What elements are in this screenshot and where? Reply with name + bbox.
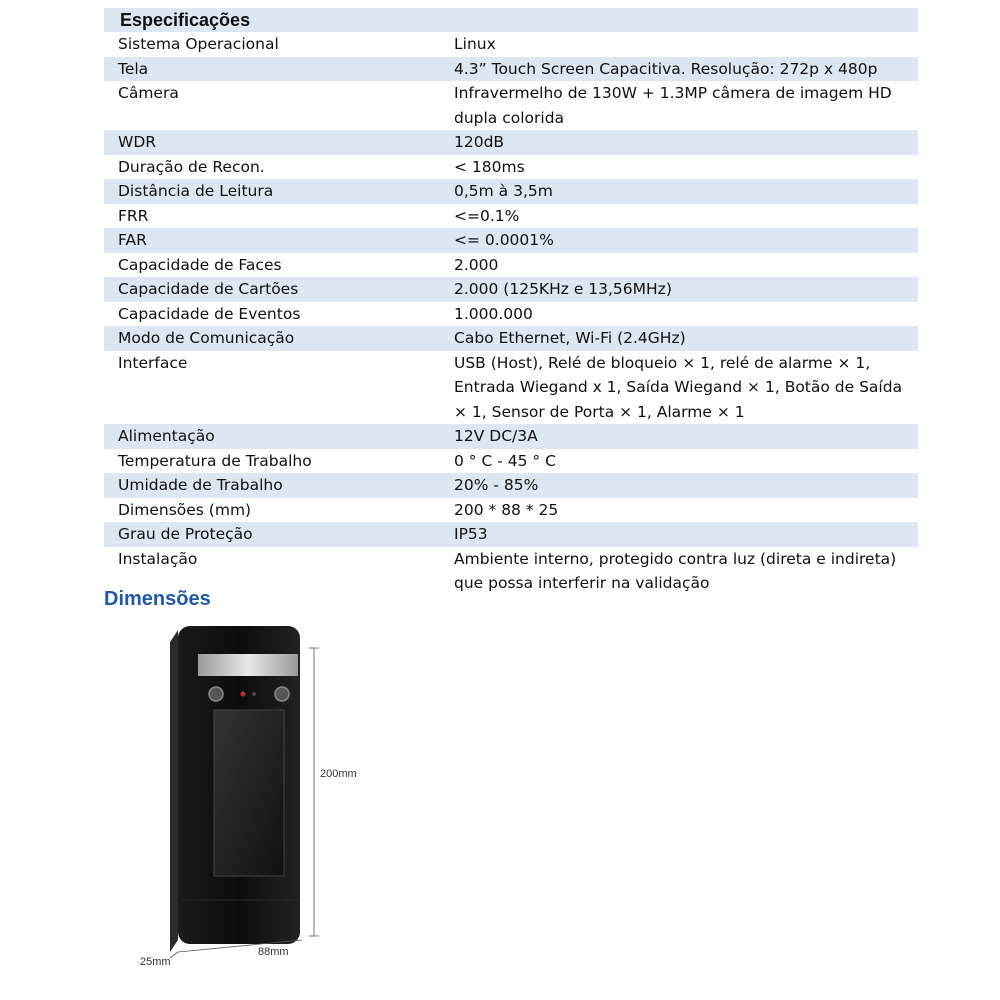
spec-value: IP53 (440, 522, 918, 547)
spec-value: 1.000.000 (440, 302, 918, 327)
spec-label: Distância de Leitura (104, 179, 440, 204)
spec-row (104, 498, 918, 523)
spec-row (104, 473, 918, 498)
device-side-panel (170, 630, 178, 952)
spec-value: Cabo Ethernet, Wi-Fi (2.4GHz) (440, 326, 918, 351)
dimensions-title: Dimensões (104, 588, 211, 610)
depth-label: 25mm (140, 956, 171, 968)
camera-left-icon (209, 687, 223, 701)
spec-value: 0 ° C - 45 ° C (440, 449, 918, 474)
spec-label: Modo de Comunicação (104, 326, 440, 351)
spec-value: Ambiente interno, protegido contra luz (direta e indireta) que possa interferir na validação (440, 547, 918, 596)
spec-row (104, 81, 918, 130)
spec-label: Capacidade de Eventos (104, 302, 440, 327)
spec-label: Capacidade de Faces (104, 253, 440, 278)
spec-label: Temperatura de Trabalho (104, 449, 440, 474)
specifications-table (104, 8, 918, 596)
spec-row (104, 155, 918, 180)
spec-row (104, 179, 918, 204)
spec-label: Grau de Proteção (104, 522, 440, 547)
spec-label: Instalação (104, 547, 440, 596)
height-label: 200mm (320, 768, 357, 780)
spec-label: WDR (104, 130, 440, 155)
camera-right-icon (275, 687, 289, 701)
specifications-title: Especificações (104, 8, 918, 32)
spec-label: Capacidade de Cartões (104, 277, 440, 302)
spec-value: 2.000 (440, 253, 918, 278)
spec-row (104, 302, 918, 327)
spec-label: Interface (104, 351, 440, 425)
spec-row (104, 253, 918, 278)
spec-row (104, 130, 918, 155)
spec-value: <= 0.0001% (440, 228, 918, 253)
indicator-led-icon (241, 692, 246, 697)
spec-label: Duração de Recon. (104, 155, 440, 180)
spec-row (104, 228, 918, 253)
spec-row (104, 351, 918, 425)
spec-label: Tela (104, 57, 440, 82)
device-illustration (130, 618, 390, 970)
spec-row (104, 547, 918, 596)
spec-value: 4.3” Touch Screen Capacitiva. Resolução: 272p x 480p (440, 57, 918, 82)
spec-value: USB (Host), Relé de bloqueio × 1, relé de alarme × 1, Entrada Wiegand x 1, Saída Wiegand × 1, Botão de Saída × 1, Sensor de Porta × 1, Alarme × 1 (440, 351, 918, 425)
spec-value: < 180ms (440, 155, 918, 180)
spec-value: 200 * 88 * 25 (440, 498, 918, 523)
spec-row (104, 449, 918, 474)
specifications-header-row (104, 8, 918, 32)
device-dimensions-figure (130, 618, 390, 970)
spec-value: 20% - 85% (440, 473, 918, 498)
spec-row (104, 522, 918, 547)
spec-label: Umidade de Trabalho (104, 473, 440, 498)
spec-value: Linux (440, 32, 918, 57)
spec-label: Alimentação (104, 424, 440, 449)
width-label: 88mm (258, 946, 289, 958)
device-screen (214, 710, 284, 876)
spec-value: 0,5m à 3,5m (440, 179, 918, 204)
spec-value: 12V DC/3A (440, 424, 918, 449)
spec-label: FAR (104, 228, 440, 253)
spec-value: <=0.1% (440, 204, 918, 229)
spec-row (104, 32, 918, 57)
spec-label: FRR (104, 204, 440, 229)
device-light-strip (198, 654, 298, 676)
spec-value: 120dB (440, 130, 918, 155)
sensor-icon (252, 692, 256, 696)
spec-label: Dimensões (mm) (104, 498, 440, 523)
spec-row (104, 277, 918, 302)
spec-row (104, 424, 918, 449)
spec-row (104, 204, 918, 229)
spec-row (104, 57, 918, 82)
spec-row (104, 326, 918, 351)
spec-value: 2.000 (125KHz e 13,56MHz) (440, 277, 918, 302)
spec-label: Sistema Operacional (104, 32, 440, 57)
spec-value: Infravermelho de 130W + 1.3MP câmera de imagem HD dupla colorida (440, 81, 918, 130)
spec-label: Câmera (104, 81, 440, 130)
depth-dimension-line (170, 952, 178, 958)
